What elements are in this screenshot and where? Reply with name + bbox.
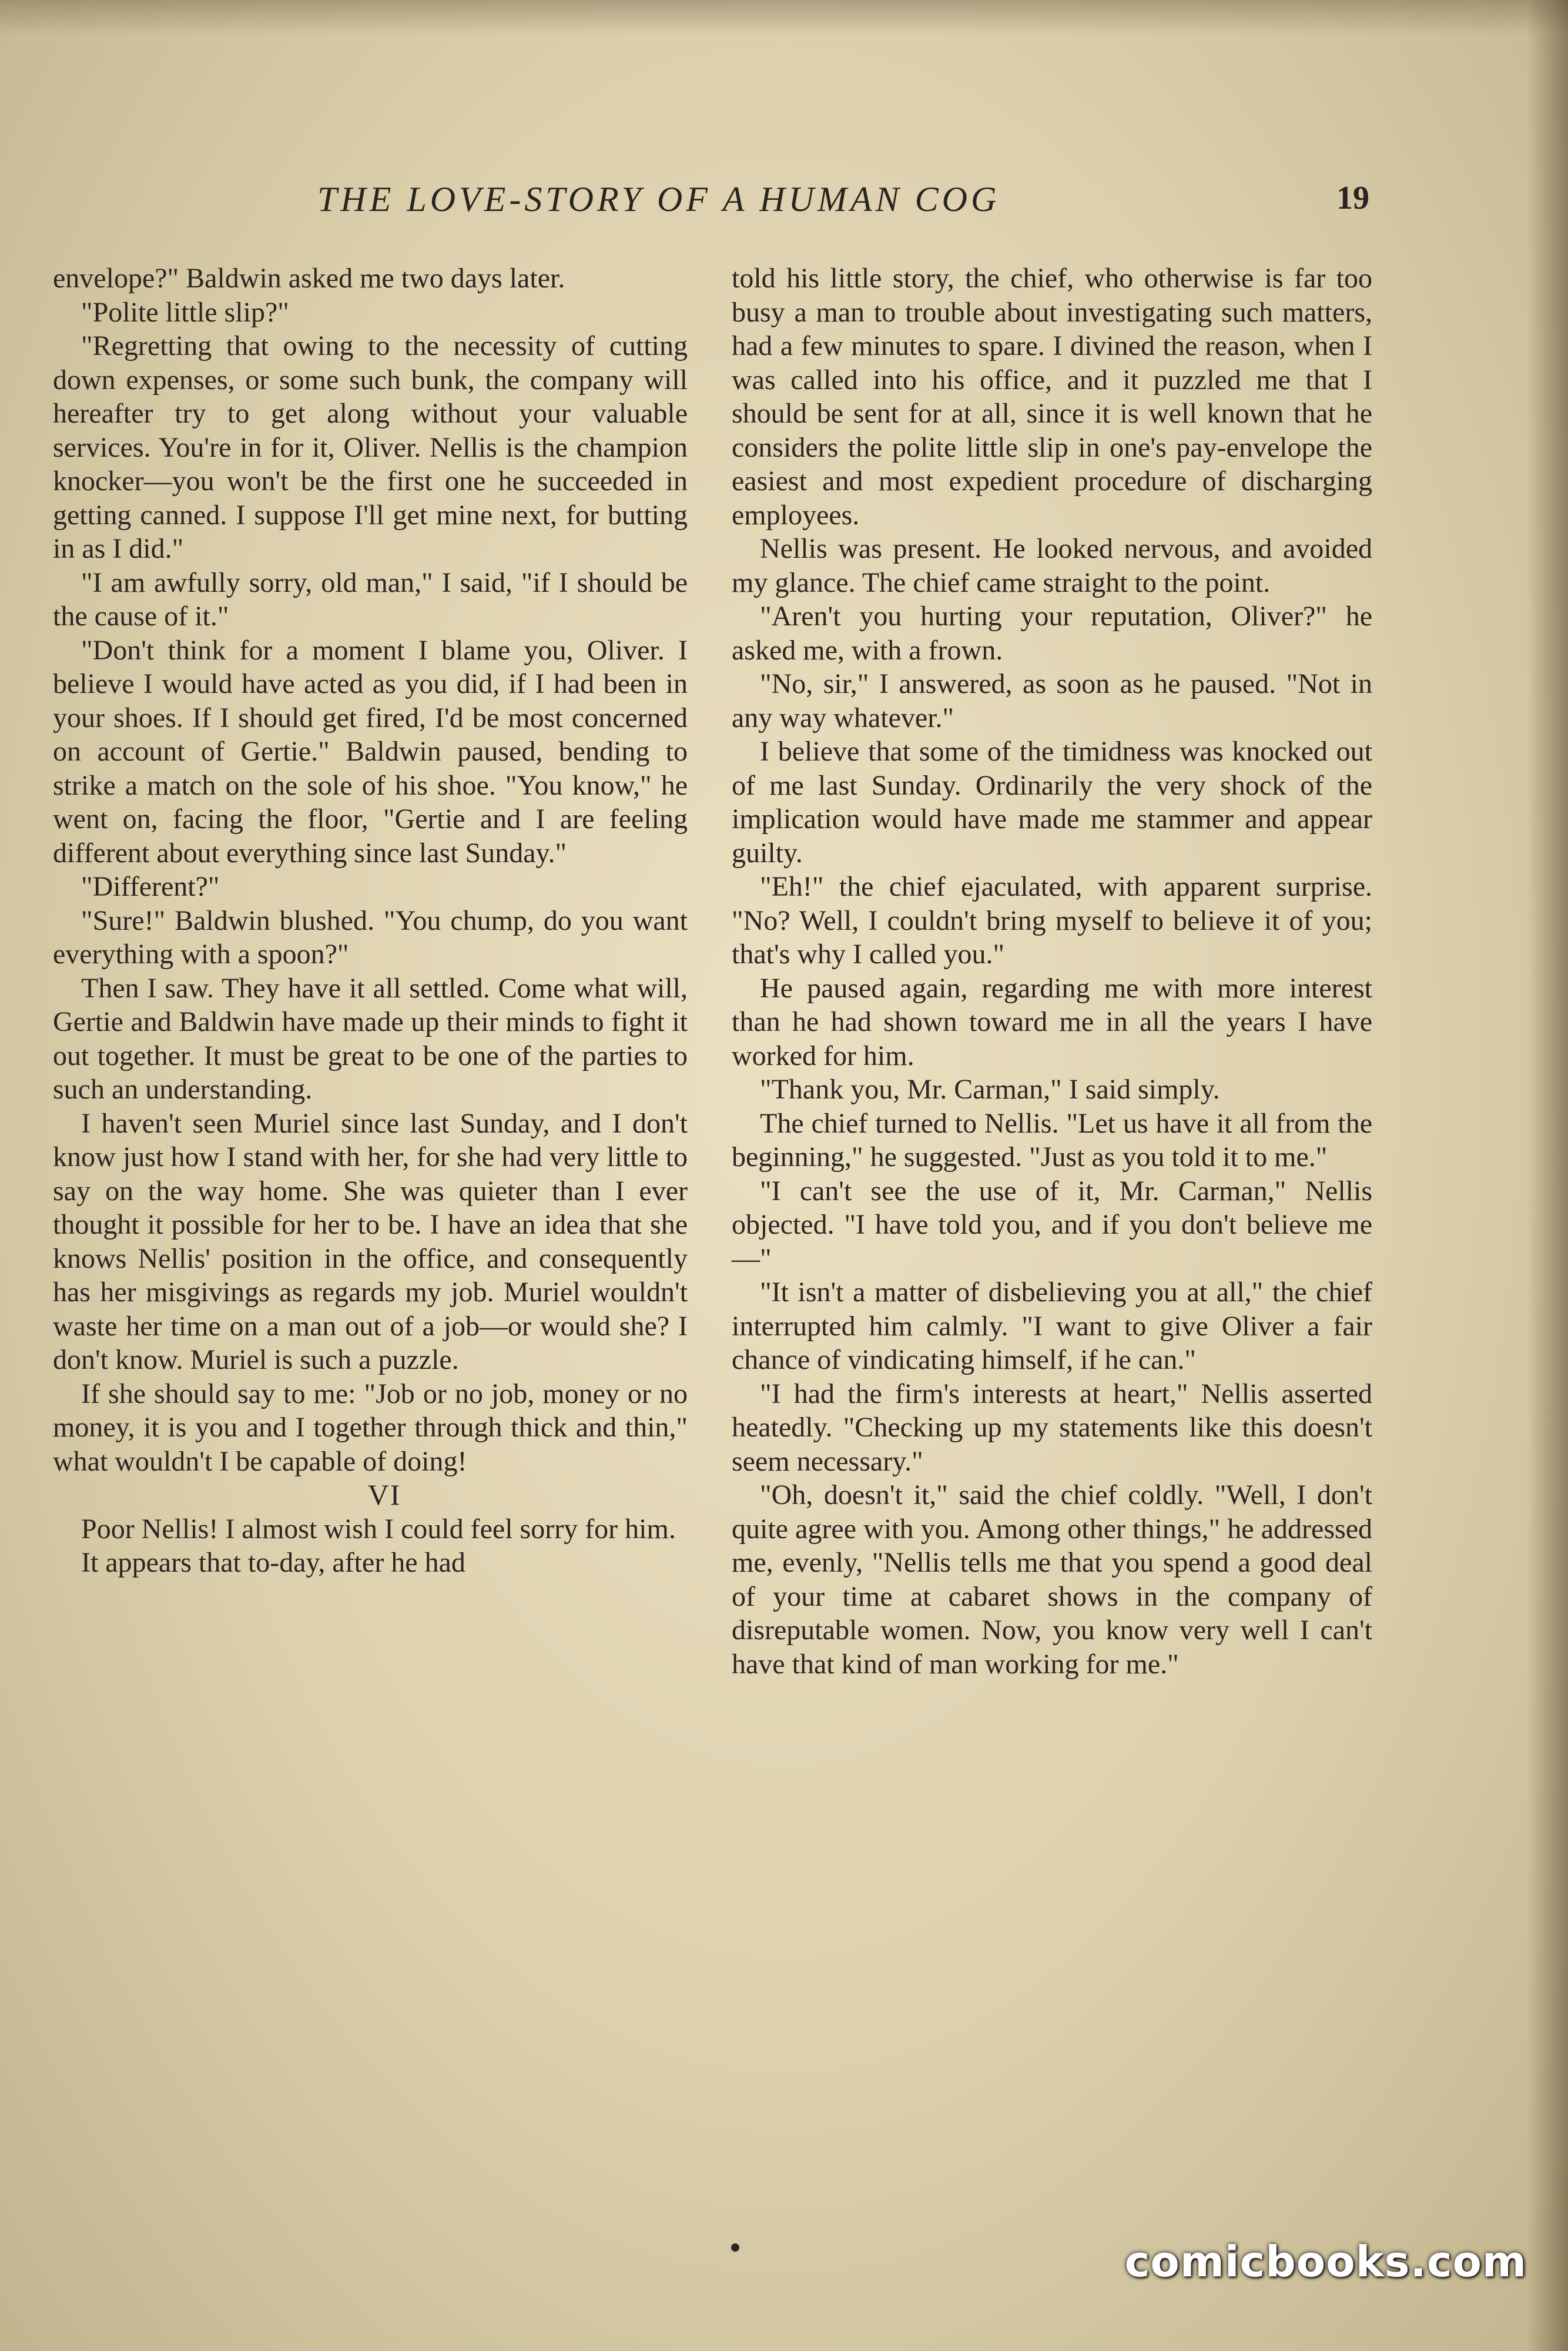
page-header [59, 179, 1369, 232]
paragraph: "I am awfully sorry, old man," I said, "if I should be the cause of it." [53, 567, 688, 632]
paragraph: Nellis was present. He looked nervous, and avoided my glance. The chief came straight to the point. [732, 533, 1372, 598]
paragraph: "I had the firm's interests at heart," Nellis asserted heatedly. "Checking up my statements like this doesn't seem necessary." [732, 1378, 1372, 1477]
left-column [53, 262, 688, 1580]
paragraph: envelope?" Baldwin asked me two days later. [53, 263, 565, 294]
paragraph: "I can't see the use of it, Mr. Carman," Nellis objected. "I have told you, and if you don't believe me—" [732, 1175, 1372, 1274]
paragraph: Poor Nellis! I almost wish I could feel sorry for him. [81, 1513, 676, 1545]
paragraph: I haven't seen Muriel since last Sunday, and I don't know just how I stand with her, for she had very little to say on the way home. She was quieter than I ever thought it possible for her to be. I have an idea that she knows Nellis' position in the office, and consequently has her misgivings as regards my job. Muriel wouldn't waste her time on a man out of a job—or would she? I don't know. Muriel is such a puzzle. [53, 1107, 688, 1375]
paragraph: "No, sir," I answered, as soon as he paused. "Not in any way whatever." [732, 668, 1372, 734]
paragraph: told his little story, the chief, who otherwise is far too busy a man to trouble about investigating such matters, had a few minutes to spare. I divined the reason, when I was called into his office, and it puzzled me that I should be sent for at all, since it is well known that he considers the polite little slip in one's pay-envelope the easiest and most expedient procedure of discharging employees. [732, 263, 1372, 531]
right-column [732, 262, 1372, 1681]
running-head: THE LOVE-STORY OF A HUMAN COG [317, 180, 1000, 219]
paragraph: "Thank you, Mr. Carman," I said simply. [760, 1074, 1220, 1105]
section-heading: VI [367, 1478, 401, 1511]
paragraph: It appears that to-day, after he had [81, 1547, 465, 1578]
paragraph: I believe that some of the timidness was knocked out of me last Sunday. Ordinarily the very shock of the implication would have made me stammer and appear guilty. [732, 736, 1372, 869]
paragraph: "Different?" [81, 871, 220, 902]
paragraph: Then I saw. They have it all settled. Come what will, Gertie and Baldwin have made up their minds to fight it out together. It must be great to be one of the parties to such an understanding. [53, 972, 688, 1105]
paragraph: "Don't think for a moment I blame you, Oliver. I believe I would have acted as you did, if I had been in your shoes. If I should get fired, I'd be most concerned on account of Gertie." Baldwin paused, bending to strike a match on the sole of his shoe. "You know," he went on, facing the floor, "Gertie and I are feeling different about everything since last Sunday." [53, 634, 688, 869]
paragraph: "It isn't a matter of disbelieving you at all," the chief interrupted him calmly. "I want to give Oliver a fair chance of vindicating himself, if he can." [732, 1277, 1372, 1375]
paragraph: The chief turned to Nellis. "Let us have it all from the beginning," he suggested. "Just as you told it to me." [732, 1107, 1372, 1173]
paragraph: He paused again, regarding me with more interest than he had shown toward me in all the years I have worked for him. [732, 972, 1372, 1071]
paragraph: "Oh, doesn't it," said the chief coldly. "Well, I don't quite agree with you. Among other things," he addressed me, evenly, "Nellis tells me that you spend a good deal of your time at cabaret shows in the company of disreputable women. Now, you know very well I can't have that kind of man working for me." [732, 1479, 1372, 1680]
page-number: 19 [1336, 180, 1369, 216]
page-right-shadow [1527, 0, 1568, 2351]
paragraph: If she should say to me: "Job or no job, money or no money, it is you and I together through thick and thin," what wouldn't I be capable of doing! [53, 1378, 688, 1477]
paragraph: "Eh!" the chief ejaculated, with apparent surprise. "No? Well, I couldn't bring myself to believe it of you; that's why I called you." [732, 871, 1372, 970]
paragraph: "Regretting that owing to the necessity of cutting down expenses, or some such bunk, the company will hereafter try to get along without your valuable services. You're in for it, Oliver. Nellis is the champion knocker—you won't be the first one he succeeded in getting canned. I suppose I'll get mine next, for butting in as I did." [53, 330, 688, 564]
paragraph: "Sure!" Baldwin blushed. "You chump, do you want everything with a spoon?" [53, 905, 688, 970]
paragraph: "Aren't you hurting your reputation, Oliver?" he asked me, with a frown. [732, 601, 1372, 666]
watermark: comicbooks.com [1124, 2237, 1527, 2286]
paragraph: "Polite little slip?" [81, 296, 289, 328]
ink-speck [731, 2243, 739, 2252]
page-top-shadow [0, 0, 1568, 35]
